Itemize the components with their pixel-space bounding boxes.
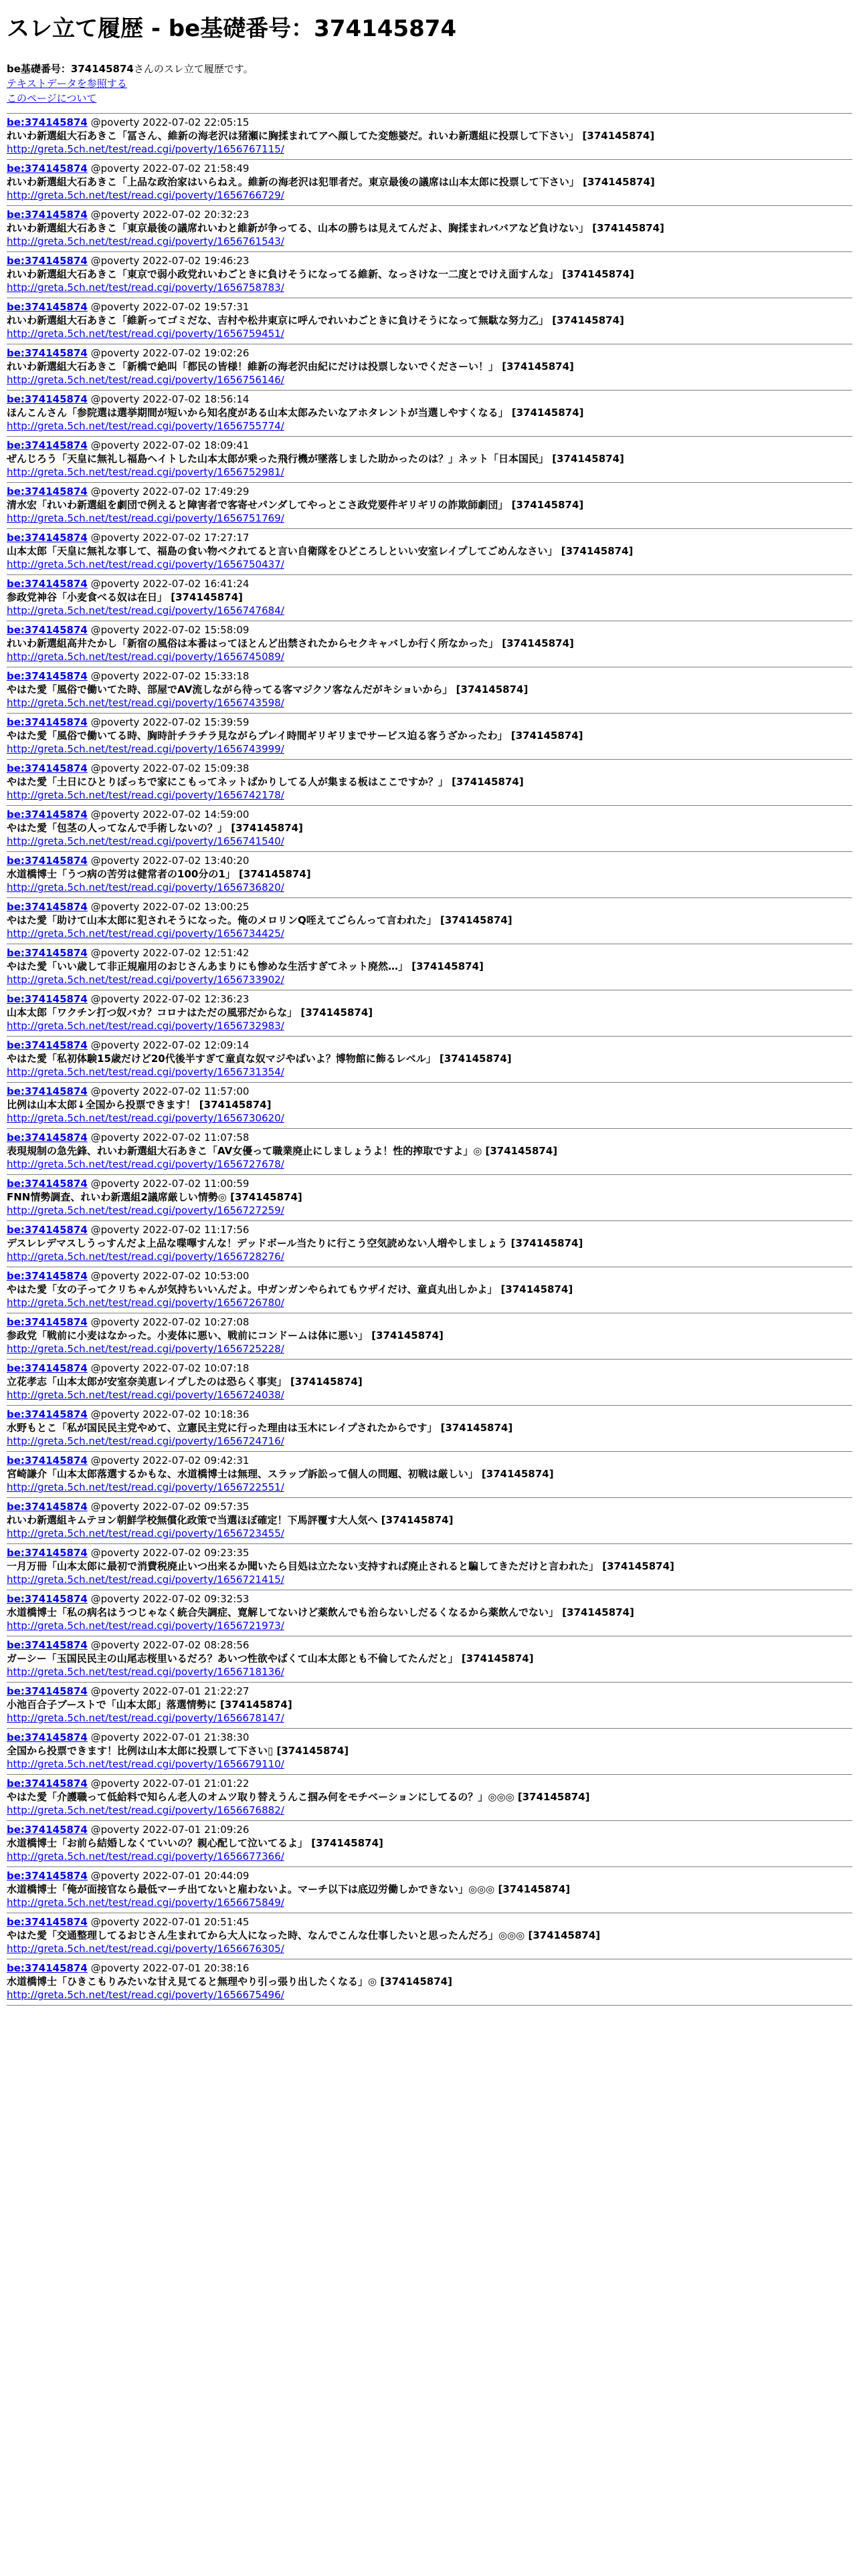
thread-entry bbox=[7, 1774, 852, 1820]
thread-url-link[interactable]: http://greta.5ch.net/test/read.cgi/poverty/1656732983/ bbox=[7, 1020, 284, 1033]
be-profile-link[interactable]: be:374145874 bbox=[7, 624, 88, 637]
entry-meta bbox=[7, 1408, 852, 1421]
entry-meta bbox=[7, 208, 852, 221]
thread-title: 清水宏「れいわ新選組を劇団で例えると障害者で客寄せパンダしてやっとこさ政党要件ギリギリの詐欺師劇団」 [374145874] bbox=[7, 499, 584, 512]
thread-title: やはた愛「私初体験15歳だけど20代後半すぎて童貞な奴マジやばいよ？博物館に飾るレベル」 [374145874] bbox=[7, 1053, 512, 1065]
thread-title: 山本太郎「ワクチン打つ奴バカ？コロナはただの風邪だからな」 [374145874] bbox=[7, 1006, 373, 1019]
thread-title: やはた愛「土日にひとりぼっちで家にこもってネットばかりしてる人が集まる板はここですか？」 [374145874] bbox=[7, 776, 524, 788]
thread-entry bbox=[7, 1913, 852, 1959]
thread-url-link[interactable]: http://greta.5ch.net/test/read.cgi/poverty/1656724716/ bbox=[7, 1435, 284, 1448]
entry-link-line bbox=[7, 1896, 852, 1909]
thread-url-link[interactable]: http://greta.5ch.net/test/read.cgi/poverty/1656721415/ bbox=[7, 1574, 284, 1586]
entry-link-line bbox=[7, 881, 852, 894]
thread-entry bbox=[7, 1128, 852, 1174]
thread-title: 全国から投票できます！比例は山本太郎に投票して下さい▯ [374145874] bbox=[7, 1745, 349, 1757]
thread-title: 参政党「戦前に小麦はなかった。小麦体に悪い、戦前にコンドームは体に悪い」 [374145874] bbox=[7, 1329, 444, 1342]
thread-title: ガーシー「玉国民民主の山尾志桜里いるだろ？あいつ性欲やばくて山本太郎とも不倫してたんだと」 [374145874] bbox=[7, 1652, 534, 1665]
thread-entry bbox=[7, 1359, 852, 1405]
entry-board-date: @poverty 2022-07-02 15:09:38 bbox=[90, 762, 250, 775]
entry-link-line bbox=[7, 1111, 852, 1125]
thread-title: やはた愛「女の子ってクリちゃんが気持ちいいんだよ。中ガンガンやられてもウザイだけ、童貞丸出しかよ」 [374145874] bbox=[7, 1283, 573, 1296]
page-title: スレ立て履歴 - be基礎番号：374145874 bbox=[7, 15, 457, 42]
entry-board-date: @poverty 2022-07-02 19:57:31 bbox=[90, 301, 250, 314]
thread-url-link[interactable]: http://greta.5ch.net/test/read.cgi/poverty/1656728276/ bbox=[7, 1251, 284, 1263]
entry-link-line bbox=[7, 1481, 852, 1494]
entry-board-date: @poverty 2022-07-02 14:59:00 bbox=[90, 809, 250, 821]
be-profile-link[interactable]: be:374145874 bbox=[7, 1639, 88, 1652]
thread-entry bbox=[7, 1313, 852, 1359]
entry-link-line bbox=[7, 281, 852, 294]
thread-url-link[interactable]: http://greta.5ch.net/test/read.cgi/poverty/1656727259/ bbox=[7, 1204, 284, 1217]
thread-entry bbox=[7, 436, 852, 482]
entry-link-line bbox=[7, 1158, 852, 1171]
entry-meta bbox=[7, 1869, 852, 1883]
thread-title: やはた愛「風俗で働いてる時、胸時計チラチラ見ながらプレイ時間ギリギリまでサービス迫る客うざかったわ」 [374145874] bbox=[7, 730, 583, 742]
entry-board-date: @poverty 2022-07-02 16:41:24 bbox=[90, 578, 250, 591]
be-profile-link[interactable]: be:374145874 bbox=[7, 1085, 88, 1098]
thread-title: 水野もとこ「私が国民民主党やめて、立憲民主党に行った理由は玉木にレイプされたからです」 [374145874] bbox=[7, 1422, 513, 1434]
intro-text bbox=[7, 62, 852, 76]
be-profile-link[interactable]: be:374145874 bbox=[7, 901, 88, 914]
thread-entry bbox=[7, 205, 852, 251]
thread-title: 小池百合子ブーストで「山本太郎」落選情勢に [374145874] bbox=[7, 1699, 292, 1711]
thread-title: 山本太郎「天皇に無礼な事して、福島の食い物ベクれてると言い自衛隊をひどころしといい安室レイプしてごめんなさい」 [374145874] bbox=[7, 545, 634, 558]
be-profile-link[interactable]: be:374145874 bbox=[7, 1316, 88, 1329]
thread-url-link[interactable]: http://greta.5ch.net/test/read.cgi/poverty/1656743999/ bbox=[7, 743, 284, 756]
entry-meta bbox=[7, 762, 852, 775]
entry-board-date: @poverty 2022-07-02 18:09:41 bbox=[90, 439, 250, 452]
be-profile-link[interactable]: be:374145874 bbox=[7, 1870, 88, 1883]
entry-link-line bbox=[7, 650, 852, 663]
entry-board-date: @poverty 2022-07-02 15:33:18 bbox=[90, 670, 250, 683]
entry-meta bbox=[7, 854, 852, 867]
thread-url-link[interactable]: http://greta.5ch.net/test/read.cgi/poverty/1656767115/ bbox=[7, 143, 284, 156]
entry-link-line bbox=[7, 1850, 852, 1863]
be-profile-link[interactable]: be:374145874 bbox=[7, 670, 88, 683]
thread-entry bbox=[7, 1590, 852, 1636]
thread-title: ほんこんさん「参院選は選挙期間が短いから知名度がある山本太郎みたいなアホタレントが当選しやすくなる」 [374145874] bbox=[7, 407, 584, 419]
thread-url-link[interactable]: http://greta.5ch.net/test/read.cgi/poverty/1656730620/ bbox=[7, 1112, 284, 1125]
be-profile-link[interactable]: be:374145874 bbox=[7, 163, 88, 175]
thread-entry bbox=[7, 482, 852, 528]
entry-board-date: @poverty 2022-07-01 21:22:27 bbox=[90, 1685, 250, 1698]
thread-entry bbox=[7, 574, 852, 621]
entry-board-date: @poverty 2022-07-02 10:07:18 bbox=[90, 1362, 250, 1375]
entry-link-line bbox=[7, 1204, 852, 1217]
entry-meta bbox=[7, 1362, 852, 1375]
entry-link-line bbox=[7, 1573, 852, 1586]
entry-link-line bbox=[7, 512, 852, 525]
entry-board-date: @poverty 2022-07-01 21:38:30 bbox=[90, 1731, 250, 1744]
entry-meta bbox=[7, 1592, 852, 1606]
thread-url-link[interactable]: http://greta.5ch.net/test/read.cgi/poverty/1656675849/ bbox=[7, 1897, 284, 1909]
entry-link-line bbox=[7, 142, 852, 156]
thread-url-link[interactable]: http://greta.5ch.net/test/read.cgi/poverty/1656677366/ bbox=[7, 1850, 284, 1863]
be-profile-link[interactable]: be:374145874 bbox=[7, 578, 88, 591]
thread-url-link[interactable]: http://greta.5ch.net/test/read.cgi/poverty/1656676882/ bbox=[7, 1804, 284, 1817]
be-profile-link[interactable]: be:374145874 bbox=[7, 1731, 88, 1744]
thread-title: 水道橋博士「うつ病の苦労は健常者の100分の1」 [374145874] bbox=[7, 868, 311, 881]
thread-url-link[interactable]: http://greta.5ch.net/test/read.cgi/poverty/1656766729/ bbox=[7, 189, 284, 202]
thread-url-link[interactable]: http://greta.5ch.net/test/read.cgi/poverty/1656726780/ bbox=[7, 1297, 284, 1309]
entry-meta bbox=[7, 1039, 852, 1052]
thread-url-link[interactable]: http://greta.5ch.net/test/read.cgi/poverty/1656724038/ bbox=[7, 1389, 284, 1402]
entry-link-line bbox=[7, 742, 852, 756]
entry-link-line bbox=[7, 927, 852, 940]
entry-board-date: @poverty 2022-07-02 19:02:26 bbox=[90, 347, 250, 360]
be-profile-link[interactable]: be:374145874 bbox=[7, 1916, 88, 1929]
entry-meta bbox=[7, 1500, 852, 1513]
entry-link-line bbox=[7, 1250, 852, 1263]
thread-url-link[interactable]: http://greta.5ch.net/test/read.cgi/poverty/1656675496/ bbox=[7, 1989, 284, 2002]
entry-meta bbox=[7, 1223, 852, 1237]
thread-entry bbox=[7, 805, 852, 851]
entry-meta bbox=[7, 1638, 852, 1652]
entry-board-date: @poverty 2022-07-02 12:51:42 bbox=[90, 947, 250, 960]
be-profile-link[interactable]: be:374145874 bbox=[7, 1593, 88, 1606]
entry-meta bbox=[7, 485, 852, 498]
entry-board-date: @poverty 2022-07-02 11:00:59 bbox=[90, 1178, 250, 1190]
thread-entry bbox=[7, 944, 852, 990]
entry-board-date: @poverty 2022-07-01 21:01:22 bbox=[90, 1778, 250, 1790]
entry-link-line bbox=[7, 1942, 852, 1955]
thread-url-link[interactable]: http://greta.5ch.net/test/read.cgi/poverty/1656747684/ bbox=[7, 605, 284, 617]
thread-entry bbox=[7, 344, 852, 390]
entry-meta bbox=[7, 1961, 852, 1975]
be-profile-link[interactable]: be:374145874 bbox=[7, 1408, 88, 1421]
entry-board-date: @poverty 2022-07-02 13:00:25 bbox=[90, 901, 250, 914]
entry-meta bbox=[7, 1915, 852, 1929]
entry-link-line bbox=[7, 696, 852, 710]
entry-link-line bbox=[7, 1757, 852, 1771]
thread-entry bbox=[7, 528, 852, 574]
thread-entry bbox=[7, 1082, 852, 1128]
thread-entry bbox=[7, 1728, 852, 1774]
intro bbox=[7, 62, 852, 106]
entry-board-date: @poverty 2022-07-01 21:09:26 bbox=[90, 1824, 250, 1836]
entry-board-date: @poverty 2022-07-02 10:27:08 bbox=[90, 1316, 250, 1329]
entry-board-date: @poverty 2022-07-02 09:42:31 bbox=[90, 1455, 250, 1467]
thread-entry bbox=[7, 713, 852, 759]
entry-link-line bbox=[7, 189, 852, 202]
thread-title: やはた愛「いい歳して非正規雇用のおじさんあまりにも惨めな生活すぎてネット廃然…」 [374145874] bbox=[7, 960, 484, 973]
thread-entry bbox=[7, 1866, 852, 1913]
thread-url-link[interactable]: http://greta.5ch.net/test/read.cgi/poverty/1656758783/ bbox=[7, 282, 284, 294]
entry-link-line bbox=[7, 235, 852, 248]
be-profile-link[interactable]: be:374145874 bbox=[7, 1132, 88, 1144]
be-profile-link[interactable]: be:374145874 bbox=[7, 1824, 88, 1836]
entry-meta bbox=[7, 808, 852, 821]
entry-meta bbox=[7, 900, 852, 914]
be-profile-link[interactable]: be:374145874 bbox=[7, 1178, 88, 1190]
entry-link-line bbox=[7, 465, 852, 479]
entry-link-line bbox=[7, 1619, 852, 1632]
entry-link-line bbox=[7, 373, 852, 387]
entry-link-line bbox=[7, 604, 852, 617]
entry-board-date: @poverty 2022-07-02 10:53:00 bbox=[90, 1270, 250, 1283]
entry-board-date: @poverty 2022-07-02 18:56:14 bbox=[90, 393, 250, 406]
thread-entry bbox=[7, 1451, 852, 1497]
be-profile-link[interactable]: be:374145874 bbox=[7, 116, 88, 129]
thread-url-link[interactable]: http://greta.5ch.net/test/read.cgi/poverty/1656721973/ bbox=[7, 1620, 284, 1632]
thread-title: FNN情勢調査、れいわ新選組2議席厳しい情勢◎ [374145874] bbox=[7, 1191, 302, 1204]
entry-link-line bbox=[7, 1988, 852, 2002]
thread-title: れいわ新選組キムテヨン朝鮮学校無償化政策で当選ほぼ確定！下馬評覆す大人気へ [374145874] bbox=[7, 1514, 454, 1527]
thread-entry bbox=[7, 1220, 852, 1267]
about-page-link[interactable]: このページについて bbox=[7, 92, 97, 105]
entry-meta bbox=[7, 393, 852, 406]
be-profile-link[interactable]: be:374145874 bbox=[7, 1685, 88, 1698]
entry-board-date: @poverty 2022-07-02 09:23:35 bbox=[90, 1547, 250, 1560]
thread-title: れいわ新選組大石あきこ「東京で弱小政党れいわごときに負けそうになってる維新、なっさけな一二度とでけえ面すんな」 [374145874] bbox=[7, 268, 634, 281]
intro-label: be基礎番号： bbox=[7, 63, 71, 76]
entry-link-line bbox=[7, 1296, 852, 1309]
thread-entry bbox=[7, 1036, 852, 1082]
intro-link-line-2 bbox=[7, 91, 852, 106]
thread-title: やはた愛「包茎の人ってなんで手術しないの？」 [374145874] bbox=[7, 822, 303, 835]
thread-url-link[interactable]: http://greta.5ch.net/test/read.cgi/poverty/1656756146/ bbox=[7, 374, 284, 387]
thread-url-link[interactable]: http://greta.5ch.net/test/read.cgi/poverty/1656718136/ bbox=[7, 1666, 284, 1679]
entry-link-line bbox=[7, 1065, 852, 1079]
be-profile-link[interactable]: be:374145874 bbox=[7, 1224, 88, 1237]
entry-meta bbox=[7, 1269, 852, 1283]
entry-link-line bbox=[7, 1804, 852, 1817]
thread-entry bbox=[7, 1959, 852, 2005]
be-profile-link[interactable]: be:374145874 bbox=[7, 1501, 88, 1513]
thread-url-link[interactable]: http://greta.5ch.net/test/read.cgi/poverty/1656679110/ bbox=[7, 1758, 284, 1771]
entry-meta bbox=[7, 300, 852, 314]
be-profile-link[interactable]: be:374145874 bbox=[7, 762, 88, 775]
thread-url-link[interactable]: http://greta.5ch.net/test/read.cgi/poverty/1656742178/ bbox=[7, 789, 284, 802]
entry-meta bbox=[7, 439, 852, 452]
thread-title: ぜんじろう「天皇に無礼し福島ヘイトした山本太郎が乗った飛行機が墜落しました助かったのは？」ネット「日本国民」 [374145874] bbox=[7, 453, 624, 465]
entry-link-line bbox=[7, 558, 852, 571]
intro-suffix: さんのスレ立て履歴です。 bbox=[133, 63, 254, 76]
entry-link-line bbox=[7, 327, 852, 340]
entry-meta bbox=[7, 1177, 852, 1190]
thread-title: 一月万冊「山本太郎に最初で消費税廃止いつ出来るか聞いたら目処は立たない支持すれば廃止されると騙してきただけと言われた」 [374145874] bbox=[7, 1560, 674, 1573]
entry-meta bbox=[7, 1085, 852, 1098]
entry-meta bbox=[7, 1777, 852, 1790]
thread-entry bbox=[7, 1174, 852, 1220]
thread-title: れいわ新選組高井たかし「新宿の風俗は本番はってほとんど出禁されたからセクキャバしか行く所なかった」 [374145874] bbox=[7, 637, 574, 650]
entry-meta bbox=[7, 1131, 852, 1144]
entry-meta bbox=[7, 531, 852, 544]
entry-link-line bbox=[7, 1388, 852, 1402]
thread-title: 表現規制の急先鋒、れいわ新選組大石あきこ「AV女優って職業廃止にしましょうよ！性的搾取ですよ」◎ [374145874] bbox=[7, 1145, 558, 1158]
thread-title: れいわ新選組大石あきこ「上品な政治家はいらねえ。維新の海老沢は犯罪者だ。東京最後の議席は山本太郎に投票して下さい」 [374145874] bbox=[7, 176, 655, 189]
thread-url-link[interactable]: http://greta.5ch.net/test/read.cgi/poverty/1656741540/ bbox=[7, 835, 284, 848]
entry-board-date: @poverty 2022-07-02 10:18:36 bbox=[90, 1408, 250, 1421]
thread-entry bbox=[7, 1405, 852, 1451]
thread-title: れいわ新選組大石あきこ「東京最後の議席れいわと維新が争ってる、山本の勝ちは見えてんだよ、胸揉まれババアなど負けない」 [374145874] bbox=[7, 222, 664, 235]
thread-title: れいわ新選組大石あきこ「冨さん、維新の海老沢は猪瀬に胸揉まれてアヘ顔してた変態婆だ。れいわ新選組に投票して下さい」 [374145874] bbox=[7, 130, 655, 142]
be-profile-link[interactable]: be:374145874 bbox=[7, 855, 88, 867]
be-profile-link[interactable]: be:374145874 bbox=[7, 716, 88, 729]
intro-link-line-1 bbox=[7, 76, 852, 91]
thread-title: デスレレデマスしうっすんだよ上品な喋嗶すんな！デッドボール当たりに行こう空気読めない人増やしましょう [374145874] bbox=[7, 1237, 583, 1250]
thread-history-list bbox=[7, 113, 852, 2006]
entry-link-line bbox=[7, 973, 852, 986]
thread-url-link[interactable]: http://greta.5ch.net/test/read.cgi/poverty/1656755774/ bbox=[7, 420, 284, 433]
entry-board-date: @poverty 2022-07-02 12:09:14 bbox=[90, 1039, 250, 1052]
thread-url-link[interactable]: http://greta.5ch.net/test/read.cgi/poverty/1656725228/ bbox=[7, 1343, 284, 1356]
thread-title: れいわ新選組大石あきこ「新橋で絶叫「都民の皆様！維新の海老沢由紀にだけは投票しないでくださーい！」 [374145874] bbox=[7, 360, 574, 373]
entry-meta bbox=[7, 1315, 852, 1329]
thread-title: やはた愛「助けて山本太郎に犯されそうになった。俺のメロリンQ咥えてごらんって言われた」 [374145874] bbox=[7, 914, 512, 927]
entry-meta bbox=[7, 254, 852, 267]
entry-link-line bbox=[7, 788, 852, 802]
be-profile-link[interactable]: be:374145874 bbox=[7, 947, 88, 960]
thread-entry bbox=[7, 298, 852, 344]
thread-url-link[interactable]: http://greta.5ch.net/test/read.cgi/poverty/1656750437/ bbox=[7, 558, 284, 571]
be-profile-link[interactable]: be:374145874 bbox=[7, 1547, 88, 1560]
be-profile-link[interactable]: be:374145874 bbox=[7, 347, 88, 360]
thread-entry bbox=[7, 113, 852, 159]
entry-meta bbox=[7, 623, 852, 637]
thread-title: れいわ新選組大石あきこ「維新ってゴミだな、吉村や松井東京に呼んでれいわごときに負けそうになって無駄な努力乙」 [374145874] bbox=[7, 314, 624, 327]
be-profile-link[interactable]: be:374145874 bbox=[7, 1039, 88, 1052]
thread-url-link[interactable]: http://greta.5ch.net/test/read.cgi/poverty/1656678147/ bbox=[7, 1712, 284, 1725]
thread-url-link[interactable]: http://greta.5ch.net/test/read.cgi/poverty/1656761543/ bbox=[7, 235, 284, 248]
thread-entry bbox=[7, 621, 852, 667]
thread-title: 比例は山本太郎↓全国から投票できます！ [374145874] bbox=[7, 1099, 272, 1111]
entry-board-date: @poverty 2022-07-02 15:58:09 bbox=[90, 624, 250, 637]
entry-board-date: @poverty 2022-07-02 09:57:35 bbox=[90, 1501, 250, 1513]
thread-entry bbox=[7, 390, 852, 436]
thread-url-link[interactable]: http://greta.5ch.net/test/read.cgi/poverty/1656731354/ bbox=[7, 1066, 284, 1079]
entry-link-line bbox=[7, 419, 852, 433]
thread-url-link[interactable]: http://greta.5ch.net/test/read.cgi/poverty/1656743598/ bbox=[7, 697, 284, 710]
text-data-link[interactable]: テキストデータを参照する bbox=[7, 78, 127, 90]
entry-meta bbox=[7, 946, 852, 960]
entry-board-date: @poverty 2022-07-01 20:44:09 bbox=[90, 1870, 250, 1883]
entry-link-line bbox=[7, 1711, 852, 1725]
be-profile-link[interactable]: be:374145874 bbox=[7, 255, 88, 267]
entry-meta bbox=[7, 992, 852, 1006]
entry-board-date: @poverty 2022-07-02 19:46:23 bbox=[90, 255, 250, 267]
be-profile-link[interactable]: be:374145874 bbox=[7, 1778, 88, 1790]
thread-entry bbox=[7, 251, 852, 298]
thread-title: 水道橋博士「お前ら結婚しなくていいの？親心配して泣いてるよ」 [374145874] bbox=[7, 1837, 383, 1850]
entry-meta bbox=[7, 577, 852, 591]
thread-entry bbox=[7, 667, 852, 713]
entry-board-date: @poverty 2022-07-01 20:38:16 bbox=[90, 1962, 250, 1975]
entry-meta bbox=[7, 116, 852, 129]
thread-entry bbox=[7, 851, 852, 897]
entry-meta bbox=[7, 162, 852, 175]
thread-url-link[interactable]: http://greta.5ch.net/test/read.cgi/poverty/1656723455/ bbox=[7, 1527, 284, 1540]
entry-board-date: @poverty 2022-07-02 12:36:23 bbox=[90, 993, 250, 1006]
be-profile-link[interactable]: be:374145874 bbox=[7, 1962, 88, 1975]
be-profile-link[interactable]: be:374145874 bbox=[7, 1362, 88, 1375]
entry-meta bbox=[7, 346, 852, 360]
thread-entry bbox=[7, 159, 852, 205]
be-profile-link[interactable]: be:374145874 bbox=[7, 993, 88, 1006]
thread-url-link[interactable]: http://greta.5ch.net/test/read.cgi/poverty/1656727678/ bbox=[7, 1158, 284, 1171]
entry-board-date: @poverty 2022-07-02 11:17:56 bbox=[90, 1224, 250, 1237]
entry-board-date: @poverty 2022-07-02 13:40:20 bbox=[90, 855, 250, 867]
be-profile-link[interactable]: be:374145874 bbox=[7, 532, 88, 544]
entry-board-date: @poverty 2022-07-02 22:05:15 bbox=[90, 116, 250, 129]
be-profile-link[interactable]: be:374145874 bbox=[7, 809, 88, 821]
intro-be-number: 374145874 bbox=[70, 63, 134, 76]
thread-title: 立花孝志「山本太郎が安室奈美恵レイプしたのは恐らく事実」 [374145874] bbox=[7, 1376, 363, 1388]
thread-url-link[interactable]: http://greta.5ch.net/test/read.cgi/poverty/1656736820/ bbox=[7, 881, 284, 894]
thread-title: 宮崎謙介「山本太郎落選するかもな、水道橋博士は無理、スラップ訴訟って個人の問題、初戦は厳しい」 [374145874] bbox=[7, 1468, 554, 1481]
thread-url-link[interactable]: http://greta.5ch.net/test/read.cgi/poverty/1656751769/ bbox=[7, 512, 284, 525]
thread-title: 水道橋博士「俺が面接官なら最低マーチ出てないと雇わないよ。マーチ以下は底辺労働しかできない」◎◎◎ [374145874] bbox=[7, 1883, 571, 1896]
be-profile-link[interactable]: be:374145874 bbox=[7, 486, 88, 498]
thread-entry bbox=[7, 897, 852, 944]
thread-url-link[interactable]: http://greta.5ch.net/test/read.cgi/poverty/1656676305/ bbox=[7, 1943, 284, 1955]
entry-meta bbox=[7, 1685, 852, 1698]
entry-link-line bbox=[7, 1434, 852, 1448]
thread-entry bbox=[7, 759, 852, 805]
thread-url-link[interactable]: http://greta.5ch.net/test/read.cgi/poverty/1656752981/ bbox=[7, 466, 284, 479]
thread-url-link[interactable]: http://greta.5ch.net/test/read.cgi/poverty/1656734425/ bbox=[7, 928, 284, 940]
entry-link-line bbox=[7, 1527, 852, 1540]
entry-board-date: @poverty 2022-07-02 11:07:58 bbox=[90, 1132, 250, 1144]
entry-board-date: @poverty 2022-07-02 20:32:23 bbox=[90, 209, 250, 221]
thread-title: 参政党神谷「小麦食べる奴は在日」 [374145874] bbox=[7, 591, 243, 604]
thread-title: やはた愛「風俗で働いてた時、部屋でAV流しながら待ってる客マジクソ客なんだがキショいから」 [374145874] bbox=[7, 683, 529, 696]
entry-meta bbox=[7, 716, 852, 729]
be-profile-link[interactable]: be:374145874 bbox=[7, 209, 88, 221]
thread-url-link[interactable]: http://greta.5ch.net/test/read.cgi/poverty/1656722551/ bbox=[7, 1481, 284, 1494]
entry-link-line bbox=[7, 1019, 852, 1033]
thread-entry bbox=[7, 1543, 852, 1590]
list-end-divider bbox=[7, 2005, 852, 2006]
thread-entry bbox=[7, 1267, 852, 1313]
entry-meta bbox=[7, 1454, 852, 1467]
entry-link-line bbox=[7, 1665, 852, 1679]
thread-entry bbox=[7, 1636, 852, 1682]
be-profile-link[interactable]: be:374145874 bbox=[7, 393, 88, 406]
thread-title: やはた愛「介護職って低給料で知らん老人のオムツ取り替えうんこ掴み何をモチベーションにしてるの？」◎◎◎ [374145874] bbox=[7, 1791, 590, 1804]
entry-meta bbox=[7, 1546, 852, 1560]
entry-board-date: @poverty 2022-07-02 08:28:56 bbox=[90, 1639, 250, 1652]
thread-url-link[interactable]: http://greta.5ch.net/test/read.cgi/poverty/1656733902/ bbox=[7, 974, 284, 986]
be-profile-link[interactable]: be:374145874 bbox=[7, 1270, 88, 1283]
thread-entry bbox=[7, 990, 852, 1036]
entry-board-date: @poverty 2022-07-02 15:39:59 bbox=[90, 716, 250, 729]
entry-board-date: @poverty 2022-07-02 09:32:53 bbox=[90, 1593, 250, 1606]
thread-title: 水道橋博士「ひきこもりみたいな甘え見てると無理やり引っ張り出したくなる」◎ [374145874] bbox=[7, 1975, 452, 1988]
thread-url-link[interactable]: http://greta.5ch.net/test/read.cgi/poverty/1656745089/ bbox=[7, 651, 284, 663]
thread-entry bbox=[7, 1820, 852, 1866]
entry-meta bbox=[7, 669, 852, 683]
thread-title: 水道橋博士「私の病名はうつじゃなく統合失調症、寛解してないけど薬飲んでも治らないしだるくなるから薬飲んでない」 [374145874] bbox=[7, 1606, 634, 1619]
entry-board-date: @poverty 2022-07-02 21:58:49 bbox=[90, 163, 250, 175]
entry-board-date: @poverty 2022-07-01 20:51:45 bbox=[90, 1916, 250, 1929]
entry-link-line bbox=[7, 835, 852, 848]
entry-meta bbox=[7, 1823, 852, 1836]
thread-title: やはた愛「交通整理してるおじさん生まれてから大人になった時、なんでこんな仕事したいと思ったんだろ」◎◎◎ [374145874] bbox=[7, 1929, 601, 1942]
entry-board-date: @poverty 2022-07-02 11:57:00 bbox=[90, 1085, 250, 1098]
be-profile-link[interactable]: be:374145874 bbox=[7, 439, 88, 452]
be-profile-link[interactable]: be:374145874 bbox=[7, 301, 88, 314]
thread-entry bbox=[7, 1682, 852, 1728]
thread-url-link[interactable]: http://greta.5ch.net/test/read.cgi/poverty/1656759451/ bbox=[7, 328, 284, 340]
entry-board-date: @poverty 2022-07-02 17:27:17 bbox=[90, 532, 250, 544]
entry-board-date: @poverty 2022-07-02 17:49:29 bbox=[90, 486, 250, 498]
entry-link-line bbox=[7, 1342, 852, 1356]
entry-meta bbox=[7, 1731, 852, 1744]
thread-entry bbox=[7, 1497, 852, 1543]
be-profile-link[interactable]: be:374145874 bbox=[7, 1455, 88, 1467]
